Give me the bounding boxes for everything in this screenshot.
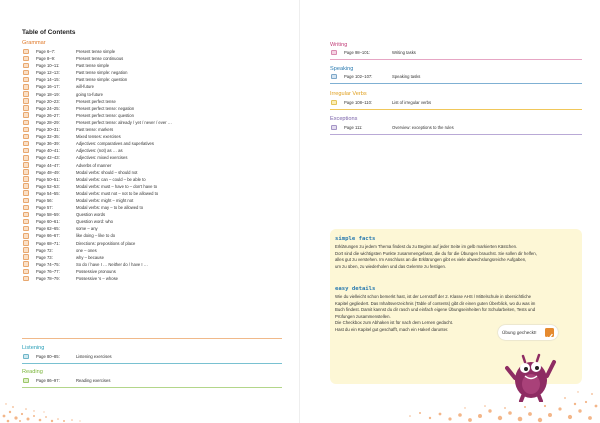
page-range: Page 14–15: [36,77,60,83]
checkbox[interactable] [23,254,29,260]
topic-label: Present perfect tense [76,98,116,104]
easy-details-heading: easy details [335,286,376,292]
simple-facts-line: Erklärungen zu jedem Thema findest du zu Beginn auf jeder Seite im gelb markierten Kästchen. [335,244,518,249]
page-range: Page 76–77: [36,268,60,274]
easy-details-line: Kapitel gegliedert. Das Inhaltsverzeichnis (Table of contents) gibt dir einen guten Überblick, wo du was im [335,300,536,306]
page-range: Page 20–23: [36,98,60,104]
list-item [330,99,588,106]
checkbox[interactable] [23,162,29,168]
checkbox[interactable] [23,105,29,111]
checkbox[interactable] [23,226,29,232]
simple-facts-text [335,244,579,270]
exceptions-heading: Exceptions [330,116,358,122]
speaking-divider [330,83,582,84]
checkbox[interactable] [331,125,337,131]
topic-label: Past tense simple: negation [76,70,128,76]
topic-label: Present perfect tense: already / yet / never / ever … [76,119,172,125]
checkbox[interactable] [23,198,29,204]
topic-label: Question words [76,212,106,218]
topic-label: Modal verbs: must – have to – don't have to [76,183,158,189]
page-range: Page 40–41: [36,148,60,154]
page-range: Page 42–43: [36,155,60,161]
topic-label: Adverbs of manner [76,162,112,168]
checkmark-icon [545,328,554,337]
topic-label: Present perfect tense: question [76,112,134,118]
list-item [22,133,280,140]
list-item [330,49,588,56]
page-range: Page 60–61: [36,219,60,225]
checkbox[interactable] [23,378,29,384]
exceptions-divider [330,134,582,135]
list-item [22,353,280,360]
page-range: Page 74–75: [36,261,60,267]
topic-label: Modal verbs: can – could – be able to [76,176,146,182]
page-range: Page 6–7: [36,49,56,54]
page-range: Page 18–19: [36,91,60,97]
list-item [22,232,280,239]
page-range: Page 48–49: [36,169,60,175]
page-range: Page 24–25: [36,105,60,111]
page-range: Page 98–101: [344,50,371,55]
checkbox[interactable] [23,134,29,140]
listening-heading: Listening [22,345,45,351]
page-range: Page 62–65: [36,226,60,232]
checkbox[interactable] [23,112,29,118]
page-range: Page 44–47: [36,162,60,168]
page-range: Page 56: [36,197,53,203]
checkbox[interactable] [23,233,29,239]
list-item [22,98,280,105]
checkbox[interactable] [23,120,29,126]
topic-label: List of irregular verbs [392,100,432,105]
checkbox[interactable] [23,190,29,196]
reading-divider [22,387,282,388]
listening-divider [22,363,282,364]
topic-label: Possessive pronouns [76,268,116,274]
checkbox[interactable] [331,50,337,56]
page-range: Page 10–11: [36,63,60,69]
topic-label: one – ones [76,247,97,253]
list-item [22,211,280,218]
checkbox[interactable] [23,205,29,211]
topic-label: some – any [76,226,98,232]
page-range: Page 111: [344,125,363,130]
easy-details-line: Wie du vielleicht schon bemerkt hast, ist der Lernstoff der 2. Klasse AHS / Mittelschule in übersichtliche [335,294,531,299]
page-range: Page 52–53: [36,183,60,189]
speaking-list [330,73,588,80]
page-range: Page 80–85: [36,354,60,359]
list-item [22,247,280,254]
checkbox[interactable] [23,176,29,182]
page-range: Page 54–55: [36,190,60,196]
list-item [22,91,280,98]
simple-facts-line: Dort sind die wichtigsten Punkte zusammengefasst, die du für die Übungen brauchst. Sie sollen dir helfen, [335,250,537,256]
topic-label: Present tense continuous [76,56,124,62]
list-item [22,69,280,76]
simple-facts-line: alles gut zu verstehen. Im Anschluss an die Erklärungen gibt es viele abwechslungsreiche Aufgaben, [335,257,527,263]
page-range: Page 78–79: [36,276,60,281]
list-item [330,124,588,131]
topic-label: like doing – like to do [76,233,116,239]
checkbox[interactable] [23,219,29,225]
list-item [330,73,588,80]
list-item [22,183,280,190]
checkbox[interactable] [23,155,29,161]
speech-bubble: Übung gecheckt! [498,325,558,340]
page-range: Page 72: [36,247,53,253]
page-range: Page 26–27: [36,112,60,118]
topic-label: going to-future [76,91,104,97]
writing-list [330,49,588,56]
checkbox[interactable] [23,247,29,253]
checkbox[interactable] [23,56,29,62]
topic-label: Writing tasks [392,50,416,55]
checkbox[interactable] [23,269,29,275]
page-range: Page 102–107: [344,74,373,79]
easy-details-line: Die Checkbox zum Abhaken ist für nach dem Lernen gedacht. [335,320,453,326]
checkbox[interactable] [23,70,29,76]
topic-label: Mixed tenses: exercises [76,134,121,140]
topic-label: Speaking tasks [392,74,421,79]
list-item [22,268,280,275]
list-item [22,76,280,83]
checkbox[interactable] [23,127,29,133]
list-item [22,112,280,119]
page-range: Page 32–35: [36,134,60,140]
decorative-dots-right [400,380,600,423]
decorative-dots-left [0,392,130,423]
topic-label: Past tense simple: question [76,77,128,83]
page-range: Page 30–31: [36,127,60,133]
list-item [22,126,280,133]
topic-label: Overview: exceptions to the rules [392,125,454,130]
topic-label: Possessive 's – whose [76,276,118,281]
listening-list [22,353,280,360]
list-item [22,377,280,384]
page-range: Page 28–29: [36,119,60,125]
list-item [22,105,280,112]
checkbox[interactable] [23,98,29,104]
topic-label: Modal verbs: might – might not [76,197,134,203]
simple-facts-line: um zu üben, zu wiederholen und das Gelernte zu festigen. [335,263,447,269]
checkbox[interactable] [23,91,29,97]
list-item [22,48,280,55]
list-item [22,169,280,176]
page-range: Page 108–110: [344,100,373,105]
topic-label: Modal verbs: must not – not to be allowed to [76,190,159,196]
topic-label: Present tense simple [76,49,116,54]
topic-label: Past tense: markers [76,127,114,133]
checkbox[interactable] [23,141,29,147]
list-item [22,140,280,147]
topic-label: Listening exercises [76,354,112,359]
irregular-verbs-list [330,99,588,106]
easy-details-line: Buch findest. Damit kannst du dir rasch und einfach eigene Übungseinheiten für Schularbeiten, Tests und [335,307,536,313]
list-item [22,62,280,69]
list-item [22,162,280,169]
grammar-heading: Grammar [22,40,46,46]
exceptions-list [330,124,588,131]
topic-label: Adjectives: (not) as … as [76,148,123,154]
list-item [22,83,280,90]
checkbox[interactable] [23,261,29,267]
page-range: Page 36–39: [36,141,60,147]
topic-label: why – because [76,254,104,260]
list-item [22,225,280,232]
checkbox[interactable] [23,49,29,55]
checkbox[interactable] [23,148,29,154]
topic-label: Directions: prepositions of place [76,240,136,246]
list-item [22,240,280,247]
toc-title: Table of Contents [22,29,76,36]
checkbox[interactable] [23,354,29,360]
reading-list [22,377,280,384]
page-range: Page 12–13: [36,70,60,76]
easy-details-line: Prüfungen zusammenstellen. [335,313,391,319]
list-item [22,254,280,261]
page-range: Page 16–17: [36,84,60,90]
list-item [22,147,280,154]
topic-label: Present perfect tense: negation [76,105,135,111]
page-range: Page 58–59: [36,212,60,218]
simple-facts-heading: simple facts [335,236,376,242]
list-item [22,197,280,204]
checkbox[interactable] [23,276,29,282]
checkbox[interactable] [23,77,29,83]
topic-label: Modal verbs: should – should not [76,169,138,175]
topic-label: Question word: who [76,219,114,225]
topic-label: So do / have I … Neither do / have I … [76,261,148,267]
irregular-verbs-heading: Irregular Verbs [330,91,367,97]
writing-divider [330,59,582,60]
list-item [22,218,280,225]
topic-label: Reading exercises [76,378,111,383]
list-item [22,204,280,211]
topic-label: will-future [76,84,94,90]
speaking-heading: Speaking [330,66,354,72]
page-range: Page 57: [36,205,53,211]
list-item [22,119,280,126]
list-item [22,190,280,197]
checkbox[interactable] [23,84,29,90]
page-range: Page 68–71: [36,240,60,246]
checkbox[interactable] [23,169,29,175]
checkbox[interactable] [331,100,337,106]
irregular-verbs-divider [330,109,582,110]
list-item [22,275,280,282]
page-range: Page 86–97: [36,378,60,383]
list-item [22,261,280,268]
topic-label: Adjectives: mixed exercises [76,155,128,161]
checkbox[interactable] [23,183,29,189]
checkbox[interactable] [23,63,29,69]
page-range: Page 66–67: [36,233,60,239]
checkbox[interactable] [23,212,29,218]
topic-label: Past tense simple [76,63,110,69]
easy-details-line: Hast du ein Kapitel gut geschafft, mach ein Hakerl darunter. [335,326,449,332]
page-range: Page 73: [36,254,53,260]
reading-heading: Reading [22,369,43,375]
checkbox[interactable] [331,74,337,80]
topic-label: Modal verbs: may – to be allowed to [76,205,144,211]
list-item [22,55,280,62]
checkbox[interactable] [23,240,29,246]
list-item [22,176,280,183]
list-item [22,154,280,161]
topic-label: Adjectives: comparatives and superlatives [76,141,154,147]
grammar-divider [22,338,282,339]
writing-heading: Writing [330,42,348,48]
grammar-list [22,48,280,282]
page-range: Page 50–51: [36,176,60,182]
page-range: Page 8–9: [36,56,56,62]
